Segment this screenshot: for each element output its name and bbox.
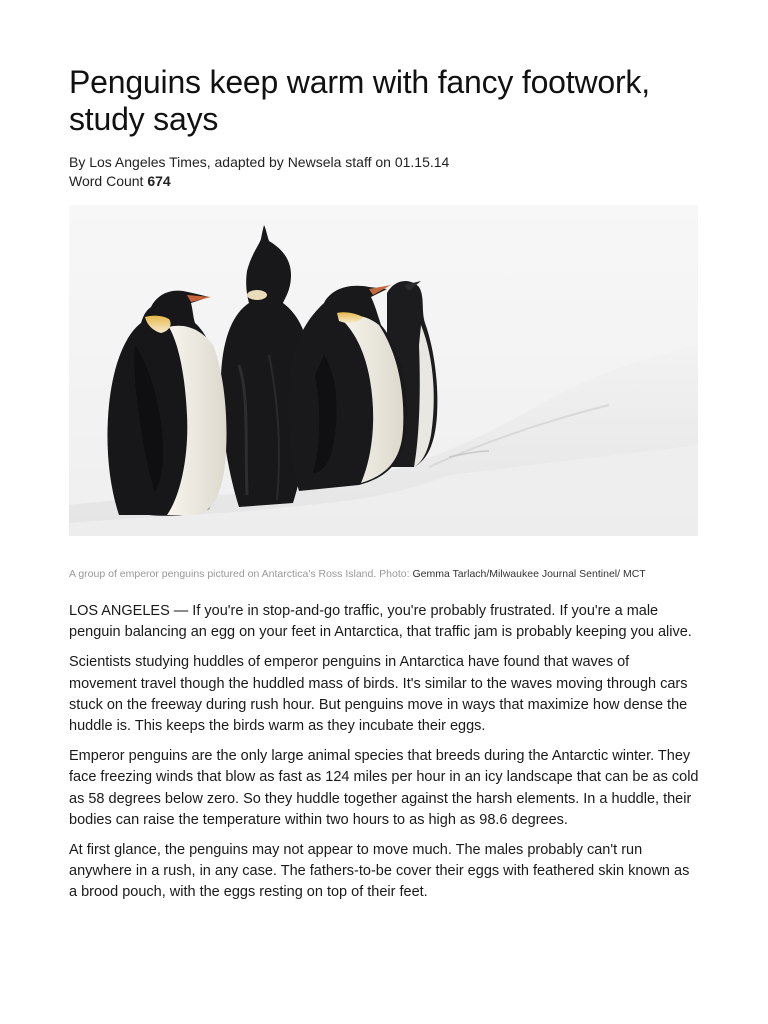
- paragraph: Emperor penguins are the only large animal species that breeds during the Antarctic winter. They face freezing winds that blow as fast as 124 miles per hour in an icy landscape that can be as cold as 58 degrees below zero. So they huddle together against the harsh elements. In a huddle, their bodies can raise the temperature within two hours to as high as 98.6 degrees.: [69, 748, 699, 828]
- word-count-value: 674: [147, 173, 171, 189]
- paragraph: Scientists studying huddles of emperor penguins in Antarctica have found that waves of movement travel though the huddled mass of birds. It's similar to the waves moving through cars stuck on the freeway during rush hour. But penguins move in ways that maximize how dense the huddle is. This keeps the birds warm as they incubate their eggs.: [69, 654, 688, 735]
- paragraph: At first glance, the penguins may not appear to move much. The males probably can't run anywhere in a rush, in any case. The fathers-to-be cover their eggs with feathered skin known as a brood pouch, with the eggs resting on top of their feet.: [69, 842, 690, 901]
- word-count-label: Word Count: [69, 173, 144, 189]
- byline-block: [69, 153, 701, 191]
- byline: By Los Angeles Times, adapted by Newsela staff on 01.15.14: [69, 154, 450, 170]
- article-body: [69, 601, 699, 904]
- emperor-penguins-photo: [69, 205, 698, 536]
- paragraph: LOS ANGELES — If you're in stop-and-go traffic, you're probably frustrated. If you're a male penguin balancing an egg on your feet in Antarctica, that traffic jam is probably keeping you alive.: [69, 603, 692, 641]
- word-count: [69, 172, 701, 191]
- photo-caption: [69, 567, 694, 582]
- photo-credit: Gemma Tarlach/Milwaukee Journal Sentinel/ MCT: [412, 568, 646, 580]
- article-page: [69, 64, 701, 913]
- caption-text: A group of emperor penguins pictured on Antarctica's Ross Island. Photo:: [69, 568, 413, 580]
- article-headline: Penguins keep warm with fancy footwork, study says: [69, 64, 650, 137]
